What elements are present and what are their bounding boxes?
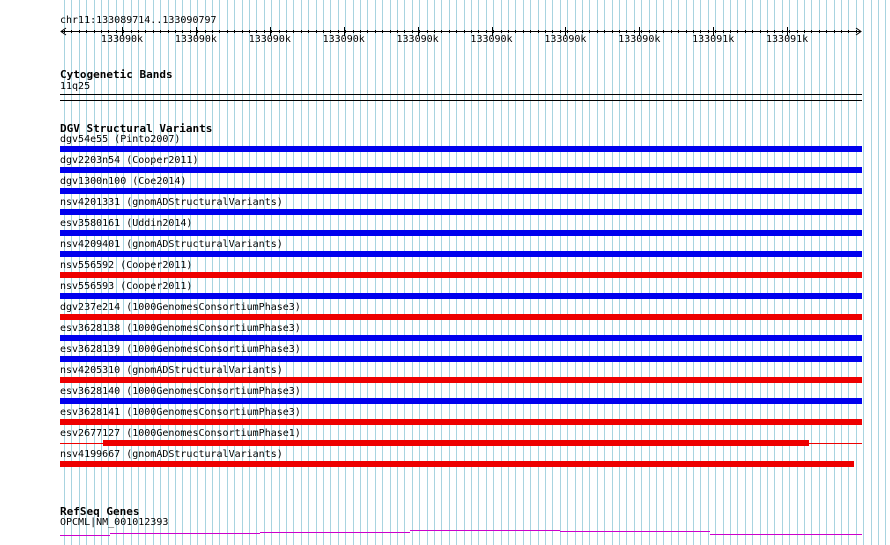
dgv-variant-label[interactable]: esv3628138 (1000GenomesConsortiumPhase3) xyxy=(60,323,301,334)
refseq-gene-label[interactable]: OPCML|NM_001012393 xyxy=(60,517,169,528)
dgv-variant-bar[interactable] xyxy=(60,209,862,215)
track-divider xyxy=(60,100,862,101)
dgv-variant-label[interactable]: nsv4205310 (gnomADStructuralVariants) xyxy=(60,365,283,376)
dgv-variant-label[interactable]: nsv4199667 (gnomADStructuralVariants) xyxy=(60,449,283,460)
ruler-tick-label: 133090k xyxy=(544,34,587,45)
dgv-variant-label[interactable]: esv2677127 (1000GenomesConsortiumPhase1) xyxy=(60,428,301,439)
dgv-variant-bar[interactable] xyxy=(60,167,862,173)
dgv-track-title: DGV Structural Variants xyxy=(60,122,213,135)
ruler-axis[interactable] xyxy=(0,24,890,74)
dgv-variant-bar[interactable] xyxy=(60,314,862,320)
dgv-variant-label[interactable]: nsv4201331 (gnomADStructuralVariants) xyxy=(60,197,283,208)
dgv-variant-bar[interactable] xyxy=(60,419,862,425)
dgv-variant-label[interactable]: nsv556592 (Cooper2011) xyxy=(60,260,193,271)
ruler-tick-label: 133090k xyxy=(100,34,144,45)
dgv-variant-bar[interactable] xyxy=(60,356,862,362)
dgv-variant-bar[interactable] xyxy=(60,188,862,194)
dgv-variant-bar[interactable] xyxy=(60,335,862,341)
cytoband-label[interactable]: 11q25 xyxy=(60,81,91,92)
ruler-tick-label: 133091k xyxy=(766,34,809,45)
dgv-variant-label[interactable]: nsv556593 (Cooper2011) xyxy=(60,281,193,292)
dgv-variant-label[interactable]: dgv2203n54 (Cooper2011) xyxy=(60,155,199,166)
dgv-variant-label[interactable]: dgv54e55 (Pinto2007) xyxy=(60,134,181,145)
dgv-variant-bar[interactable] xyxy=(60,146,862,152)
dgv-variant-bar[interactable] xyxy=(60,272,862,278)
dgv-variant-label[interactable]: esv3580161 (Uddin2014) xyxy=(60,218,193,229)
ruler-tick-label: 133090k xyxy=(322,34,365,45)
dgv-variant-bar[interactable] xyxy=(60,293,862,299)
ruler-tick-label: 133091k xyxy=(692,34,735,45)
refseq-gene-feature[interactable] xyxy=(0,525,890,545)
refseq-track-title: RefSeq Genes xyxy=(60,505,140,518)
dgv-variant-bar[interactable] xyxy=(60,230,862,236)
dgv-variant-label[interactable]: dgv1300n100 (Coe2014) xyxy=(60,176,187,187)
ruler-tick-label: 133090k xyxy=(248,34,291,45)
dgv-variant-label[interactable]: esv3628139 (1000GenomesConsortiumPhase3) xyxy=(60,344,301,355)
dgv-variant-label[interactable]: esv3628141 (1000GenomesConsortiumPhase3) xyxy=(60,407,301,418)
dgv-variant-label[interactable]: nsv4209401 (gnomADStructuralVariants) xyxy=(60,239,283,250)
dgv-variant-label[interactable]: dgv237e214 (1000GenomesConsortiumPhase3) xyxy=(60,302,301,313)
dgv-variant-bar[interactable] xyxy=(60,251,862,257)
dgv-variant-bar[interactable] xyxy=(60,461,854,467)
cytobands-track-title: Cytogenetic Bands xyxy=(60,68,173,81)
dgv-variant-bar[interactable] xyxy=(60,398,862,404)
ruler-tick-label: 133090k xyxy=(174,34,217,45)
dgv-variant-bar[interactable] xyxy=(60,377,862,383)
ruler-tick-label: 133090k xyxy=(470,34,513,45)
dgv-variant-label[interactable]: esv3628140 (1000GenomesConsortiumPhase3) xyxy=(60,386,301,397)
dgv-variant-bar[interactable] xyxy=(103,440,809,446)
ruler-tick-label: 133090k xyxy=(618,34,661,45)
region-label: chr11:133089714..133090797 xyxy=(60,15,217,26)
ruler-tick-label: 133090k xyxy=(396,34,439,45)
cytoband-ideogram-line[interactable] xyxy=(60,94,862,95)
